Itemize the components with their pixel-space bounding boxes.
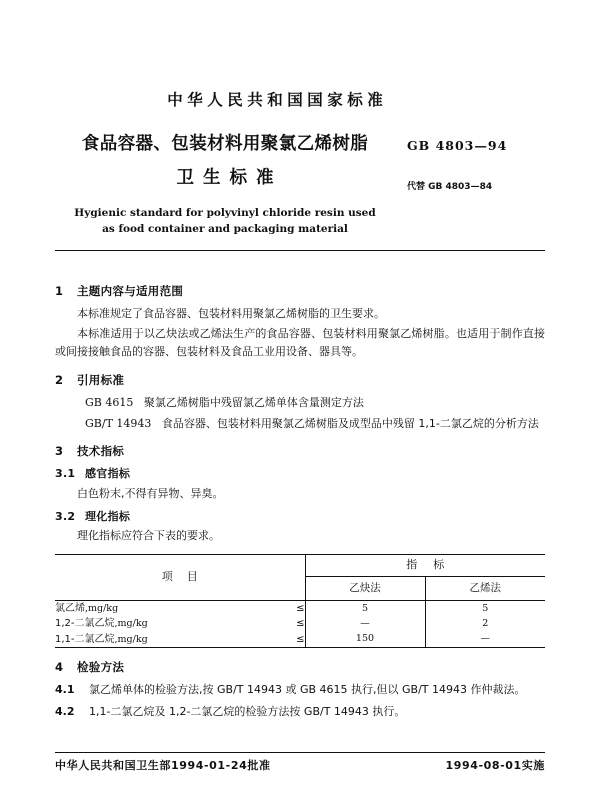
row-1-operator: ≤ — [296, 603, 305, 615]
section-3-1-number: 3.1 — [55, 467, 76, 481]
masthead — [55, 88, 545, 242]
physicochemical-table-wrapper — [55, 554, 545, 648]
table-header-row-1 — [55, 555, 545, 577]
row-2-acetylene-value: — — [305, 616, 425, 631]
row-3-name — [55, 632, 260, 648]
table-subheader-ethylene: 乙烯法 — [425, 577, 545, 601]
title-left-column — [55, 134, 395, 237]
footer-implementation: 1994-08-01实施 — [445, 759, 545, 772]
section-3-2-heading — [55, 509, 545, 526]
row-3-substance: 1,1-二氯乙烷 — [55, 633, 115, 645]
clause-4-1-number: 4.1 — [55, 683, 75, 696]
table-row — [55, 616, 545, 631]
row-1-substance: 氯乙烯 — [55, 603, 85, 614]
row-2-name — [55, 616, 260, 631]
reference-item-2 — [85, 415, 545, 433]
row-2-unit: ,mg/kg — [114, 618, 148, 630]
section-1-paragraph-2: 本标准适用于以乙炔法或乙烯法生产的食品容器、包装材料用聚氯乙烯树脂。也适用于制作直接或间接接触食品的容器、包装材料及食品工业用设备、器具等。 — [55, 327, 545, 358]
section-3-1-text: 白色粉末,不得有异物、异臭。 — [77, 486, 224, 500]
section-3-2-title: 理化指标 — [85, 509, 131, 523]
section-2-number: 2 — [55, 372, 64, 387]
page-footer — [55, 757, 545, 773]
english-title — [55, 205, 395, 238]
section-3-2-text: 理化指标应符合下表的要求。 — [77, 529, 220, 543]
national-standard-title: 中华人民共和国国家标准 — [167, 91, 388, 109]
standard-replaces: 代替 GB 4803—84 — [407, 182, 493, 192]
english-title-line1: Hygienic standard for polyvinyl chloride resin used — [74, 206, 376, 219]
row-2-operator: ≤ — [296, 618, 305, 630]
clause-4-1 — [55, 681, 545, 699]
row-1-name — [55, 601, 260, 617]
row-1-unit: ,mg/kg — [85, 603, 119, 614]
header-divider-rule — [55, 250, 545, 251]
reference-item-1 — [85, 394, 545, 412]
main-title-line2: 卫生标准 — [176, 167, 283, 188]
row-2-ethylene-value: 2 — [425, 616, 545, 631]
row-1-ethylene-value: 5 — [425, 601, 545, 617]
row-1-acetylene-value: 5 — [305, 601, 425, 617]
title-right-column — [407, 138, 557, 192]
clause-4-2-number: 4.2 — [55, 704, 75, 718]
table-subheader-acetylene: 乙炔法 — [305, 577, 425, 601]
reference-1-code: GB 4615 — [85, 395, 134, 409]
section-3-1-title: 感官指标 — [85, 467, 131, 481]
section-3-2-number: 3.2 — [55, 509, 76, 523]
row-3-operator: ≤ — [260, 632, 305, 648]
row-3-ethylene-value: — — [425, 632, 545, 648]
section-4-number: 4 — [55, 659, 64, 674]
section-2-heading — [55, 372, 545, 389]
table-header-spec: 指标 — [305, 555, 545, 577]
section-1-title: 主题内容与适用范围 — [77, 284, 184, 298]
standard-number: GB 4803—94 — [407, 138, 508, 153]
footer-divider-rule — [55, 752, 545, 753]
table-header-item: 项目 — [55, 555, 305, 601]
section-2-title: 引用标准 — [77, 372, 125, 387]
main-title-line1: 食品容器、包装材料用聚氯乙烯树脂 — [81, 134, 369, 154]
section-3-heading — [55, 443, 545, 460]
table-row — [55, 601, 545, 617]
footer-approval: 中华人民共和国卫生部1994-01-24批准 — [55, 759, 271, 772]
section-4-title: 检验方法 — [77, 659, 125, 674]
document-body — [55, 272, 545, 724]
physicochemical-indicator-table — [55, 554, 545, 648]
section-1-paragraph-1: 本标准规定了食品容器、包装材料用聚氯乙烯树脂的卫生要求。 — [77, 307, 385, 321]
section-4-heading — [55, 659, 545, 676]
english-title-line2: as food container and packaging material — [102, 223, 348, 236]
clause-4-1-text: 氯乙烯单体的检验方法,按 GB/T 14943 或 GB 4615 执行,但以 GB/T 14943 作仲裁法。 — [89, 683, 526, 696]
table-row — [55, 632, 545, 648]
row-3-unit: ,mg/kg — [114, 633, 148, 645]
title-block — [55, 134, 545, 242]
section-3-title: 技术指标 — [77, 444, 125, 459]
reference-2-text: 食品容器、包装材料用聚氯乙烯树脂及成型品中残留 1,1-二氯乙烷的分析方法 — [161, 416, 539, 430]
clause-4-2 — [55, 703, 545, 721]
section-3-number: 3 — [55, 444, 64, 459]
section-3-1-heading — [55, 466, 545, 483]
clause-4-2-text: 1,1-二氯乙烷及 1,2-二氯乙烷的检验方法按 GB/T 14943 执行。 — [89, 704, 406, 718]
row-2-substance: 1,2-二氯乙烷 — [55, 618, 115, 630]
row-3-acetylene-value: 150 — [305, 632, 425, 648]
section-1-number: 1 — [55, 284, 64, 298]
reference-1-text: 聚氯乙烯树脂中残留氯乙烯单体含量测定方法 — [143, 395, 364, 409]
section-1-heading — [55, 283, 545, 300]
reference-2-code: GB/T 14943 — [85, 416, 152, 430]
